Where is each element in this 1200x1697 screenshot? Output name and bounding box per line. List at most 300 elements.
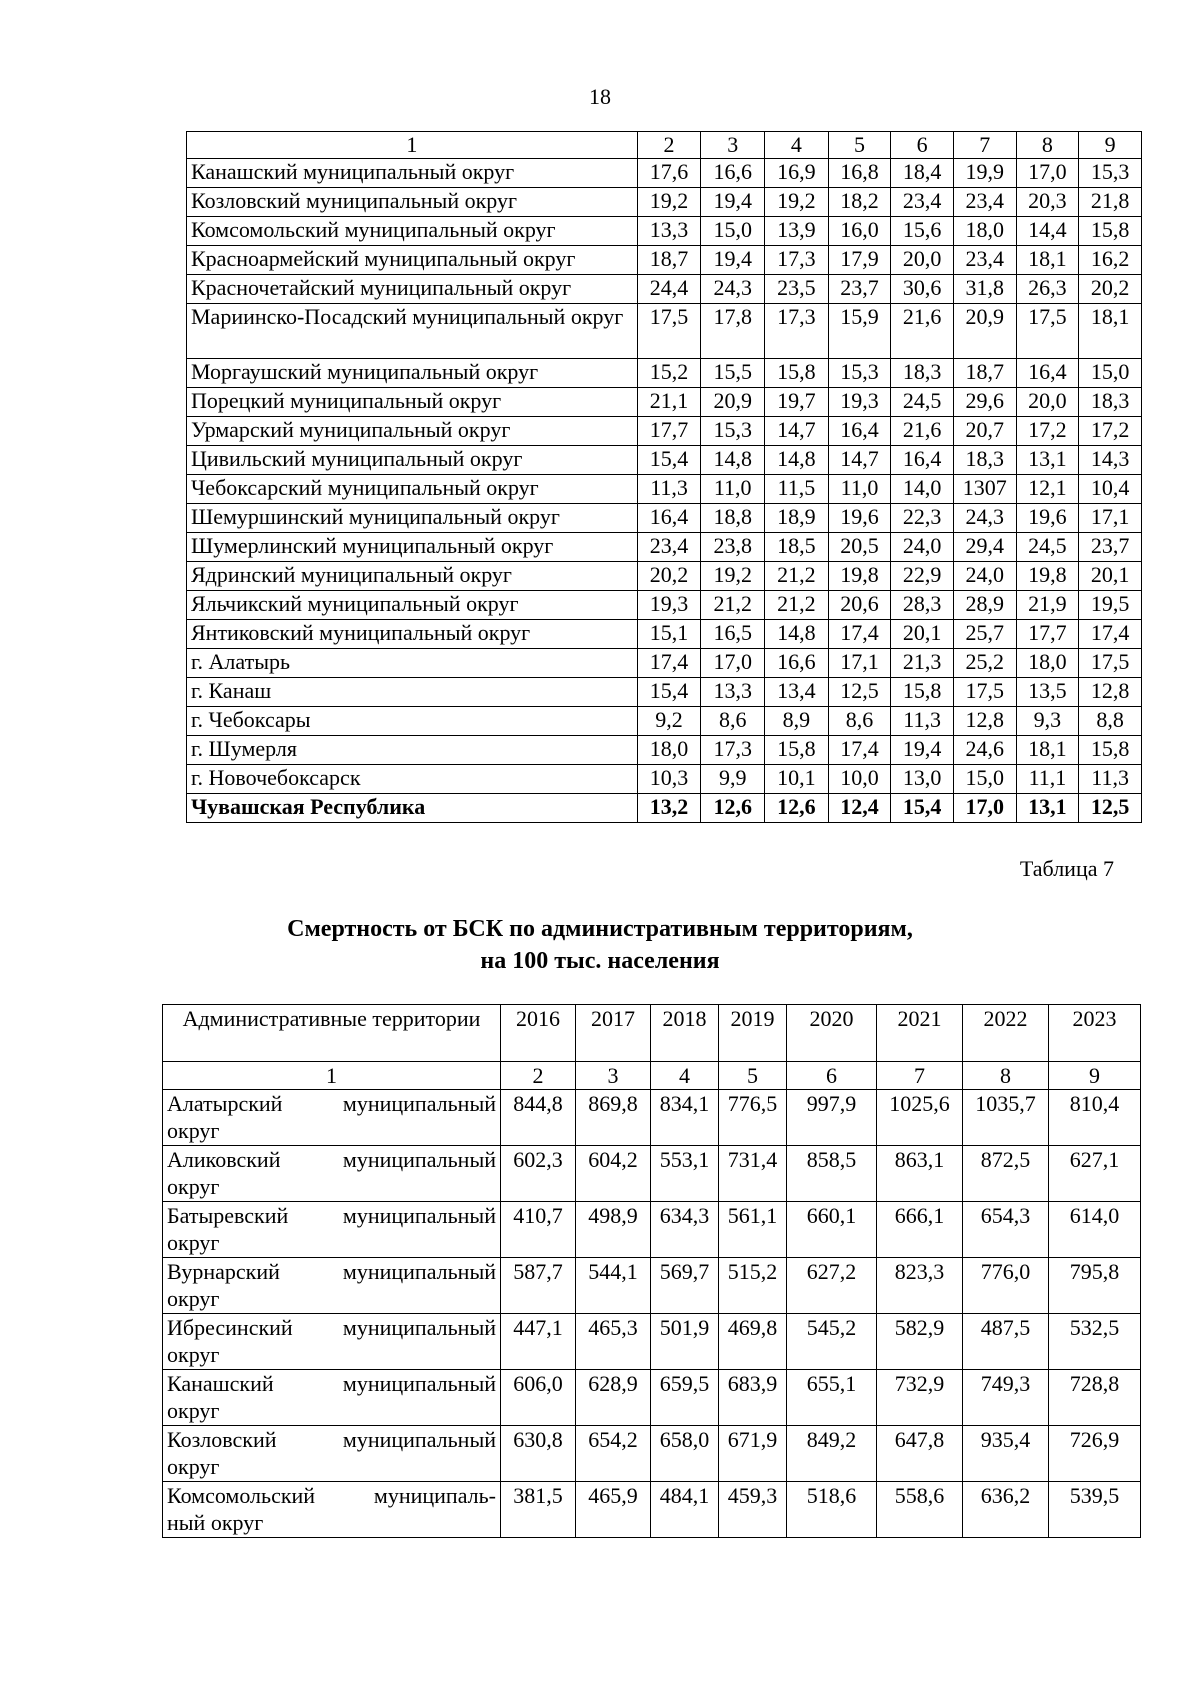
value-cell: 12,8	[1079, 678, 1142, 707]
value-cell: 15,0	[701, 217, 765, 246]
value-cell: 17,8	[701, 304, 765, 359]
column-number-cell: 8	[963, 1062, 1049, 1090]
value-cell: 24,6	[953, 736, 1016, 765]
value-cell: 614,0	[1049, 1202, 1141, 1258]
value-cell: 17,5	[1016, 304, 1079, 359]
value-cell: 636,2	[963, 1482, 1049, 1538]
value-cell: 14,4	[1016, 217, 1079, 246]
value-cell: 18,3	[953, 446, 1016, 475]
value-cell: 23,5	[765, 275, 829, 304]
value-cell: 13,3	[701, 678, 765, 707]
value-cell: 20,9	[953, 304, 1016, 359]
value-cell: 16,2	[1079, 246, 1142, 275]
value-cell: 14,8	[765, 446, 829, 475]
value-cell: 602,3	[501, 1146, 576, 1202]
value-cell: 515,2	[719, 1258, 787, 1314]
value-cell: 666,1	[877, 1202, 963, 1258]
value-cell: 23,4	[637, 533, 701, 562]
value-cell: 17,1	[828, 649, 891, 678]
value-cell: 17,4	[637, 649, 701, 678]
value-cell: 11,5	[765, 475, 829, 504]
value-cell: 15,9	[828, 304, 891, 359]
value-cell: 465,9	[576, 1482, 651, 1538]
value-cell: 18,2	[828, 188, 891, 217]
territory-name-cell: г. Новочебоксарск	[187, 765, 638, 794]
value-cell: 465,3	[576, 1314, 651, 1370]
value-cell: 17,2	[1016, 417, 1079, 446]
value-cell: 604,2	[576, 1146, 651, 1202]
table-row	[163, 1202, 1141, 1258]
value-cell: 21,1	[637, 388, 701, 417]
table-row	[187, 504, 1142, 533]
value-cell: 18,7	[953, 359, 1016, 388]
table-row	[187, 275, 1142, 304]
value-cell: 20,5	[828, 533, 891, 562]
value-cell: 17,7	[637, 417, 701, 446]
value-cell: 863,1	[877, 1146, 963, 1202]
value-cell: 20,0	[891, 246, 954, 275]
value-cell: 24,4	[637, 275, 701, 304]
territory-name-cell	[163, 1146, 501, 1202]
column-number-cell: 2	[501, 1062, 576, 1090]
territory-name-cell	[163, 1314, 501, 1370]
value-cell: 18,0	[953, 217, 1016, 246]
value-cell: 16,8	[828, 159, 891, 188]
table-row	[187, 707, 1142, 736]
value-cell: 15,5	[701, 359, 765, 388]
total-value-cell: 13,2	[637, 794, 701, 823]
value-cell: 14,7	[828, 446, 891, 475]
value-cell: 17,3	[765, 304, 829, 359]
value-cell: 21,2	[765, 562, 829, 591]
column-number-cell: 3	[576, 1062, 651, 1090]
table-row	[187, 533, 1142, 562]
table-row	[163, 1426, 1141, 1482]
territory-name-cell: г. Алатырь	[187, 649, 638, 678]
table-row	[163, 1090, 1141, 1146]
value-cell: 15,8	[1079, 217, 1142, 246]
value-cell: 795,8	[1049, 1258, 1141, 1314]
table-row	[187, 765, 1142, 794]
value-cell: 498,9	[576, 1202, 651, 1258]
value-cell: 17,5	[953, 678, 1016, 707]
value-cell: 11,0	[701, 475, 765, 504]
territory-name-line-2: округ	[167, 1342, 220, 1367]
value-cell: 19,3	[637, 591, 701, 620]
value-cell: 683,9	[719, 1370, 787, 1426]
value-cell: 655,1	[787, 1370, 877, 1426]
value-cell: 776,5	[719, 1090, 787, 1146]
table-row	[187, 159, 1142, 188]
value-cell: 23,7	[828, 275, 891, 304]
value-cell: 17,3	[765, 246, 829, 275]
value-cell: 587,7	[501, 1258, 576, 1314]
table-row	[187, 591, 1142, 620]
column-number-cell: 9	[1079, 132, 1142, 159]
territory-name-cell: г. Чебоксары	[187, 707, 638, 736]
value-cell: 872,5	[963, 1146, 1049, 1202]
value-cell: 19,8	[1016, 562, 1079, 591]
value-cell: 9,3	[1016, 707, 1079, 736]
total-value-cell: 13,1	[1016, 794, 1079, 823]
column-number-cell: 7	[877, 1062, 963, 1090]
table-row	[187, 217, 1142, 246]
territory-name-line-1: Ибресинский муниципальный	[167, 1315, 496, 1340]
value-cell: 627,2	[787, 1258, 877, 1314]
table-title	[0, 913, 1200, 977]
value-cell: 24,0	[953, 562, 1016, 591]
value-cell: 18,3	[891, 359, 954, 388]
value-cell: 569,7	[651, 1258, 719, 1314]
territory-name-cell: Янтиковский муниципальный округ	[187, 620, 638, 649]
value-cell: 381,5	[501, 1482, 576, 1538]
value-cell: 18,1	[1079, 304, 1142, 359]
territory-name-line-1: Козловский муниципальный	[167, 1427, 496, 1452]
territory-name-line-1: Аликовский муниципальный	[167, 1147, 496, 1172]
value-cell: 13,3	[637, 217, 701, 246]
value-cell: 23,7	[1079, 533, 1142, 562]
table-row	[187, 417, 1142, 446]
value-cell: 17,7	[1016, 620, 1079, 649]
value-cell: 8,6	[828, 707, 891, 736]
value-cell: 17,2	[1079, 417, 1142, 446]
territory-name-cell: Шемуршинский муниципальный округ	[187, 504, 638, 533]
value-cell: 29,6	[953, 388, 1016, 417]
value-cell: 21,2	[765, 591, 829, 620]
value-cell: 11,3	[637, 475, 701, 504]
page-number: 18	[589, 84, 611, 109]
table-title-line-1: Смертность от БСК по административным территориям,	[287, 916, 913, 942]
table-row	[163, 1258, 1141, 1314]
value-cell: 21,6	[891, 304, 954, 359]
value-cell: 14,3	[1079, 446, 1142, 475]
column-number-cell: 6	[891, 132, 954, 159]
value-cell: 24,5	[891, 388, 954, 417]
total-value-cell: 12,6	[701, 794, 765, 823]
value-cell: 749,3	[963, 1370, 1049, 1426]
table-row	[187, 359, 1142, 388]
value-cell: 9,2	[637, 707, 701, 736]
value-cell: 15,1	[637, 620, 701, 649]
value-cell: 9,9	[701, 765, 765, 794]
territory-name-cell	[163, 1482, 501, 1538]
value-cell: 19,9	[953, 159, 1016, 188]
value-cell: 20,2	[637, 562, 701, 591]
column-number-cell: 5	[828, 132, 891, 159]
value-cell: 14,0	[891, 475, 954, 504]
value-cell: 732,9	[877, 1370, 963, 1426]
value-cell: 15,0	[953, 765, 1016, 794]
value-cell: 17,1	[1079, 504, 1142, 533]
value-cell: 22,9	[891, 562, 954, 591]
territory-name-line-2: округ	[167, 1454, 220, 1479]
territory-name-cell: г. Канаш	[187, 678, 638, 707]
value-cell: 518,6	[787, 1482, 877, 1538]
value-cell: 26,3	[1016, 275, 1079, 304]
value-cell: 16,5	[701, 620, 765, 649]
column-number-cell: 8	[1016, 132, 1079, 159]
value-cell: 15,4	[637, 446, 701, 475]
value-cell: 634,3	[651, 1202, 719, 1258]
value-cell: 16,4	[1016, 359, 1079, 388]
total-row	[187, 794, 1142, 823]
table-row	[163, 1314, 1141, 1370]
value-cell: 18,8	[701, 504, 765, 533]
value-cell: 15,3	[1079, 159, 1142, 188]
value-cell: 18,4	[891, 159, 954, 188]
total-value-cell: 12,6	[765, 794, 829, 823]
value-cell: 19,4	[701, 188, 765, 217]
value-cell: 487,5	[963, 1314, 1049, 1370]
column-number-cell: 1	[187, 132, 638, 159]
value-cell: 24,0	[891, 533, 954, 562]
value-cell: 20,0	[1016, 388, 1079, 417]
table-row	[187, 446, 1142, 475]
value-cell: 15,0	[1079, 359, 1142, 388]
year-header-cell: 2019	[719, 1005, 787, 1062]
value-cell: 459,3	[719, 1482, 787, 1538]
value-cell: 18,3	[1079, 388, 1142, 417]
value-cell: 997,9	[787, 1090, 877, 1146]
table-row	[187, 188, 1142, 217]
value-cell: 31,8	[953, 275, 1016, 304]
value-cell: 12,1	[1016, 475, 1079, 504]
territory-name-cell	[163, 1090, 501, 1146]
value-cell: 23,4	[953, 246, 1016, 275]
value-cell: 10,3	[637, 765, 701, 794]
value-cell: 10,0	[828, 765, 891, 794]
value-cell: 20,6	[828, 591, 891, 620]
value-cell: 28,3	[891, 591, 954, 620]
territory-name-line-2: округ	[167, 1118, 220, 1143]
value-cell: 18,1	[1016, 736, 1079, 765]
value-cell: 11,3	[891, 707, 954, 736]
table-row	[163, 1370, 1141, 1426]
value-cell: 16,4	[637, 504, 701, 533]
value-cell: 29,4	[953, 533, 1016, 562]
value-cell: 18,0	[1016, 649, 1079, 678]
value-cell: 858,5	[787, 1146, 877, 1202]
value-cell: 25,2	[953, 649, 1016, 678]
value-cell: 1025,6	[877, 1090, 963, 1146]
column-number-cell: 2	[637, 132, 701, 159]
territory-name-cell: Ядринский муниципальный округ	[187, 562, 638, 591]
value-cell: 17,9	[828, 246, 891, 275]
value-cell: 776,0	[963, 1258, 1049, 1314]
value-cell: 20,3	[1016, 188, 1079, 217]
value-cell: 1035,7	[963, 1090, 1049, 1146]
territory-name-cell: Комсомольский муниципальный округ	[187, 217, 638, 246]
value-cell: 19,2	[701, 562, 765, 591]
value-cell: 16,4	[828, 417, 891, 446]
value-cell: 11,0	[828, 475, 891, 504]
territory-name-line-2: ный округ	[167, 1510, 264, 1535]
value-cell: 8,6	[701, 707, 765, 736]
value-cell: 844,8	[501, 1090, 576, 1146]
territory-name-cell: Чебоксарский муниципальный округ	[187, 475, 638, 504]
value-cell: 19,7	[765, 388, 829, 417]
value-cell: 19,2	[765, 188, 829, 217]
value-cell: 20,2	[1079, 275, 1142, 304]
territory-name-cell	[163, 1258, 501, 1314]
value-cell: 19,2	[637, 188, 701, 217]
column-number-cell: 5	[719, 1062, 787, 1090]
value-cell: 15,3	[828, 359, 891, 388]
total-value-cell: 15,4	[891, 794, 954, 823]
value-cell: 17,3	[701, 736, 765, 765]
value-cell: 8,8	[1079, 707, 1142, 736]
value-cell: 447,1	[501, 1314, 576, 1370]
territory-name-cell: Моргаушский муниципальный округ	[187, 359, 638, 388]
value-cell: 13,9	[765, 217, 829, 246]
year-header-cell: 2018	[651, 1005, 719, 1062]
value-cell: 17,5	[637, 304, 701, 359]
column-number-cell: 1	[163, 1062, 501, 1090]
table-row	[187, 649, 1142, 678]
table-title-line-2: на 100 тыс. населения	[480, 948, 720, 974]
value-cell: 20,1	[1079, 562, 1142, 591]
value-cell: 19,3	[828, 388, 891, 417]
year-header-cell: 2017	[576, 1005, 651, 1062]
territory-name-cell	[163, 1370, 501, 1426]
territory-name-cell: г. Шумерля	[187, 736, 638, 765]
table-row	[187, 678, 1142, 707]
territory-name-cell: Мариинско-Посадский муниципальный округ	[187, 304, 638, 359]
value-cell: 23,8	[701, 533, 765, 562]
table-row	[187, 388, 1142, 417]
value-cell: 19,4	[891, 736, 954, 765]
year-header-cell: 2023	[1049, 1005, 1141, 1062]
value-cell: 23,4	[953, 188, 1016, 217]
total-name-cell: Чувашская Республика	[187, 794, 638, 823]
value-cell: 19,4	[701, 246, 765, 275]
value-cell: 726,9	[1049, 1426, 1141, 1482]
value-cell: 21,6	[891, 417, 954, 446]
year-header-cell: 2021	[877, 1005, 963, 1062]
value-cell: 18,5	[765, 533, 829, 562]
value-cell: 13,1	[1016, 446, 1079, 475]
value-cell: 17,0	[1016, 159, 1079, 188]
value-cell: 15,6	[891, 217, 954, 246]
value-cell: 469,8	[719, 1314, 787, 1370]
value-cell: 647,8	[877, 1426, 963, 1482]
value-cell: 24,3	[701, 275, 765, 304]
table-row	[187, 246, 1142, 275]
value-cell: 671,9	[719, 1426, 787, 1482]
value-cell: 22,3	[891, 504, 954, 533]
territory-name-line-2: округ	[167, 1230, 220, 1255]
value-cell: 17,6	[637, 159, 701, 188]
value-cell: 545,2	[787, 1314, 877, 1370]
value-cell: 20,9	[701, 388, 765, 417]
value-cell: 823,3	[877, 1258, 963, 1314]
value-cell: 935,4	[963, 1426, 1049, 1482]
value-cell: 561,1	[719, 1202, 787, 1258]
value-cell: 10,1	[765, 765, 829, 794]
value-cell: 630,8	[501, 1426, 576, 1482]
value-cell: 14,8	[701, 446, 765, 475]
value-cell: 20,1	[891, 620, 954, 649]
mortality-continuation-table	[186, 131, 1142, 823]
value-cell: 16,6	[765, 649, 829, 678]
value-cell: 25,7	[953, 620, 1016, 649]
value-cell: 728,8	[1049, 1370, 1141, 1426]
table-row	[163, 1482, 1141, 1538]
value-cell: 731,4	[719, 1146, 787, 1202]
value-cell: 410,7	[501, 1202, 576, 1258]
value-cell: 628,9	[576, 1370, 651, 1426]
territory-name-cell: Козловский муниципальный округ	[187, 188, 638, 217]
value-cell: 18,1	[1016, 246, 1079, 275]
value-cell: 654,3	[963, 1202, 1049, 1258]
value-cell: 539,5	[1049, 1482, 1141, 1538]
value-cell: 23,4	[891, 188, 954, 217]
value-cell: 1307	[953, 475, 1016, 504]
territory-name-cell: Шумерлинский муниципальный округ	[187, 533, 638, 562]
value-cell: 532,5	[1049, 1314, 1141, 1370]
table-row	[163, 1146, 1141, 1202]
table-row	[187, 475, 1142, 504]
value-cell: 8,9	[765, 707, 829, 736]
value-cell: 18,0	[637, 736, 701, 765]
territory-name-cell: Канашский муниципальный округ	[187, 159, 638, 188]
value-cell: 501,9	[651, 1314, 719, 1370]
territory-name-cell: Красночетайский муниципальный округ	[187, 275, 638, 304]
value-cell: 21,2	[701, 591, 765, 620]
territory-name-line-2: округ	[167, 1398, 220, 1423]
value-cell: 17,5	[1079, 649, 1142, 678]
total-value-cell: 12,4	[828, 794, 891, 823]
territory-name-line-1: Алатырский муниципальный	[167, 1091, 496, 1116]
value-cell: 21,9	[1016, 591, 1079, 620]
territory-name-line-1: Батыревский муниципальный	[167, 1203, 496, 1228]
value-cell: 13,0	[891, 765, 954, 794]
territory-name-cell: Цивильский муниципальный округ	[187, 446, 638, 475]
total-value-cell: 12,5	[1079, 794, 1142, 823]
column-number-row	[163, 1062, 1141, 1090]
value-cell: 654,2	[576, 1426, 651, 1482]
table-row	[187, 620, 1142, 649]
value-cell: 17,4	[828, 620, 891, 649]
value-cell: 558,6	[877, 1482, 963, 1538]
territory-name-line-2: округ	[167, 1174, 220, 1199]
value-cell: 13,4	[765, 678, 829, 707]
year-header-cell: 2020	[787, 1005, 877, 1062]
table-label: Таблица 7	[1019, 856, 1114, 881]
value-cell: 10,4	[1079, 475, 1142, 504]
column-number-cell: 4	[765, 132, 829, 159]
table-row	[187, 736, 1142, 765]
value-cell: 869,8	[576, 1090, 651, 1146]
value-cell: 553,1	[651, 1146, 719, 1202]
value-cell: 849,2	[787, 1426, 877, 1482]
year-header-cell: 2022	[963, 1005, 1049, 1062]
year-header-row	[163, 1005, 1141, 1062]
value-cell: 15,8	[1079, 736, 1142, 765]
value-cell: 11,1	[1016, 765, 1079, 794]
value-cell: 15,3	[701, 417, 765, 446]
value-cell: 834,1	[651, 1090, 719, 1146]
value-cell: 484,1	[651, 1482, 719, 1538]
value-cell: 18,7	[637, 246, 701, 275]
value-cell: 582,9	[877, 1314, 963, 1370]
value-cell: 17,0	[701, 649, 765, 678]
value-cell: 16,6	[701, 159, 765, 188]
value-cell: 24,3	[953, 504, 1016, 533]
value-cell: 15,4	[637, 678, 701, 707]
territory-name-cell: Яльчикский муниципальный округ	[187, 591, 638, 620]
value-cell: 14,8	[765, 620, 829, 649]
